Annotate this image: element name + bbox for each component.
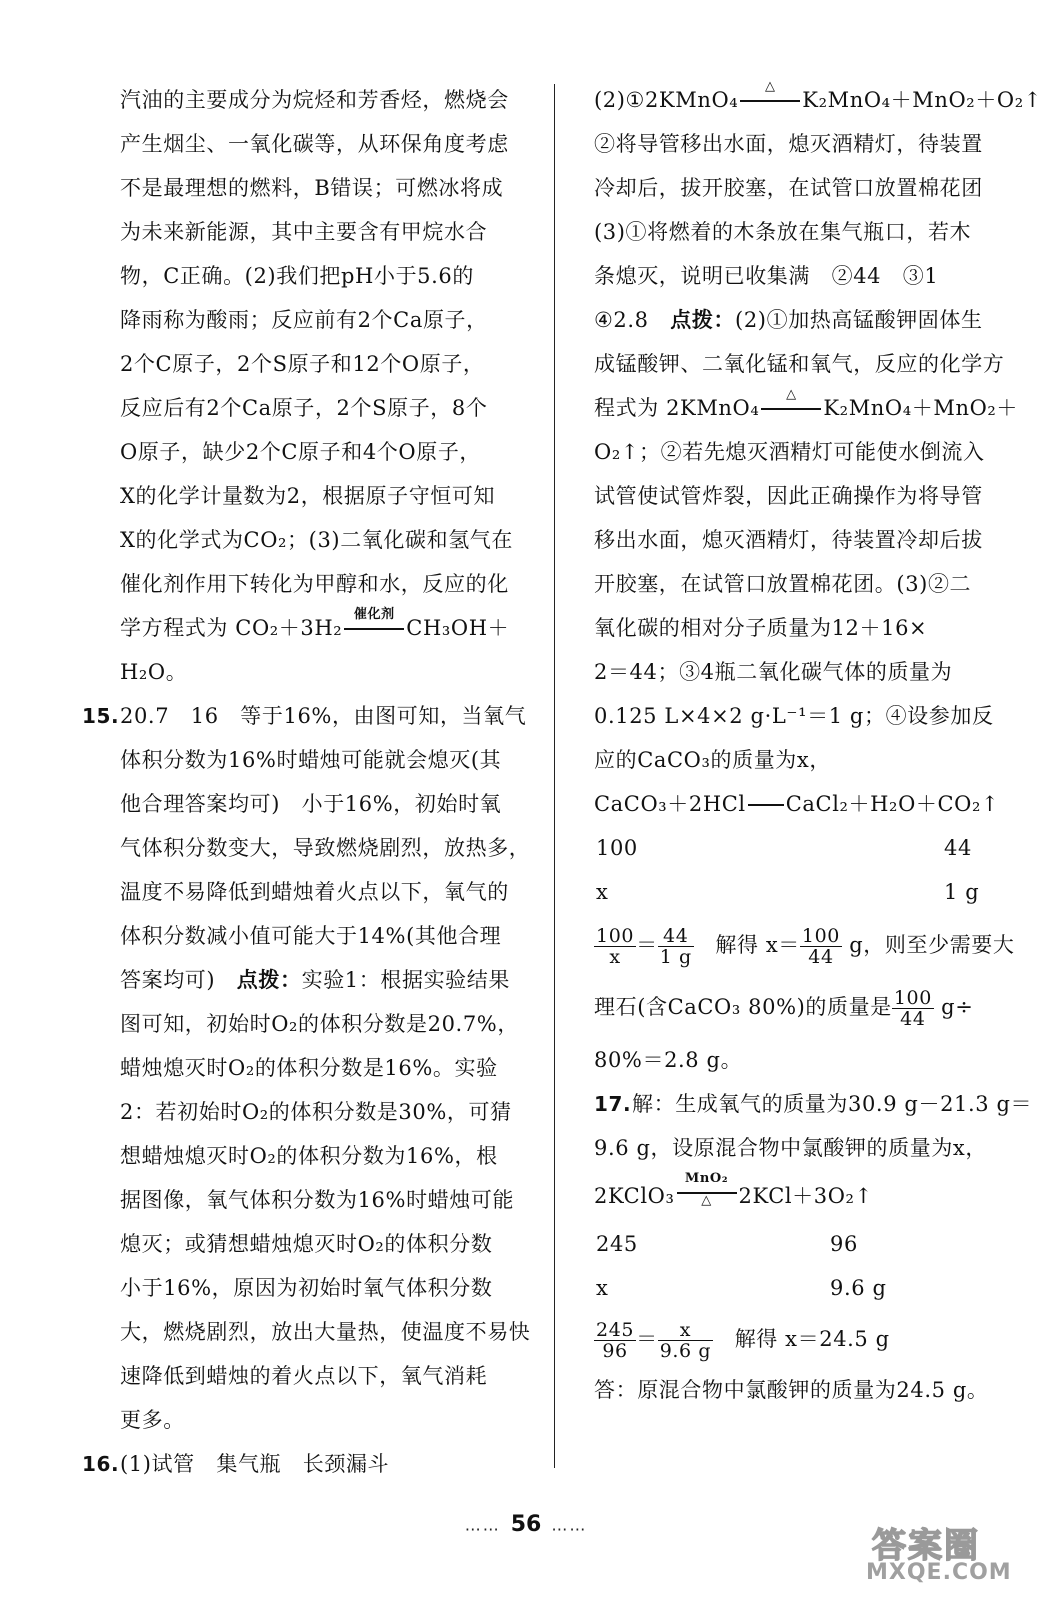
- text-line: 温度不易降低到蜡烛着火点以下，氧气的: [120, 880, 509, 904]
- ratio-row: x 1 g: [596, 880, 980, 904]
- text-line: 80%＝2.8 g。: [594, 1048, 743, 1072]
- text-line: 汽油的主要成分为烷烃和芳香烃，燃烧会: [120, 88, 509, 112]
- reaction-condition: △: [738, 78, 802, 122]
- text-line: 物，C正确。(2)我们把pH小于5.6的: [120, 264, 474, 288]
- hint-line: ④2.8 点拨：(2)①加热高锰酸钾固体生: [594, 307, 983, 332]
- text-line: (3)①将燃着的木条放在集气瓶口，若木: [594, 220, 972, 244]
- text-line: 更多。: [120, 1408, 185, 1432]
- right-column: [594, 78, 1042, 1412]
- text-line: 0.125 L×4×2 g·L⁻¹＝1 g；④设参加反: [594, 704, 994, 728]
- text-line: 为未来新能源，其中主要含有甲烷水合: [120, 220, 488, 244]
- text-line: 熄灭；或猜想蜡烛熄灭时O₂的体积分数: [120, 1232, 493, 1256]
- fraction: $\frac{100}{44}$: [893, 987, 932, 1030]
- watermark-logo: 答案圈 MXQE.COM: [866, 1526, 1012, 1585]
- fraction: $\frac{44}{1 g}$: [659, 925, 692, 968]
- question-15: 15.20.7 16 等于16%，由图可知，当氧气: [82, 694, 542, 738]
- left-column: [82, 78, 542, 1486]
- text-line: 9.6 g，设原混合物中氯酸钾的质量为x，: [594, 1136, 987, 1160]
- reaction-condition: MnO₂ △: [675, 1170, 739, 1214]
- page-footer: …… 56 ……: [464, 1512, 588, 1537]
- text-line: 2＝44；③4瓶二氧化碳气体的质量为: [594, 660, 953, 684]
- text-line: 他合理答案均可) 小于16%，初始时氧: [120, 792, 502, 816]
- text-line: 体积分数减小值可能大于14%(其他合理: [120, 924, 502, 948]
- text-line: H₂O。: [120, 660, 188, 684]
- reaction-condition: △: [759, 386, 823, 430]
- text-line: 应的CaCO₃的质量为x，: [594, 748, 831, 772]
- question-number: 16.: [82, 1452, 120, 1476]
- answer-line: 答：原混合物中氯酸钾的质量为24.5 g。: [594, 1378, 989, 1402]
- reaction-condition: 催化剂: [342, 606, 406, 650]
- text-line: 2个C原子，2个S原子和12个O原子，: [120, 352, 485, 376]
- text-line: X的化学计量数为2，根据原子守恒可知: [120, 484, 496, 508]
- proportion-equation: $\frac{245}{96}$ ＝ $\frac{x}{9.6 g}$ 解得 x＝24.5 g: [596, 1319, 890, 1362]
- text-line: 据图像，氧气体积分数为16%时蜡烛可能: [120, 1188, 515, 1212]
- hint-label: 点拨：: [236, 967, 302, 992]
- chemical-equation: 2KClO₃ MnO₂ △ 2KCl＋3O₂↑: [594, 1170, 1020, 1222]
- hint-label: 点拨：: [670, 307, 736, 332]
- text-line: 蜡烛熄灭时O₂的体积分数是16%。实验: [120, 1056, 498, 1080]
- fraction: $\frac{100}{x}$: [596, 925, 635, 968]
- chemical-equation: 程式为 2KMnO₄ △ K₂MnO₄＋MnO₂＋: [594, 386, 1020, 430]
- text-line: 2：若初始时O₂的体积分数是30%，可猜: [120, 1100, 512, 1124]
- text-line: 移出水面，熄灭酒精灯，待装置冷却后拔: [594, 528, 983, 552]
- text-line: 冷却后，拔开胶塞，在试管口放置棉花团: [594, 176, 983, 200]
- ratio-row: 245 96: [596, 1232, 858, 1256]
- text-line: 产生烟尘、一氧化碳等，从环保角度考虑: [120, 132, 509, 156]
- text-line: 氧化碳的相对分子质量为12＋16×: [594, 616, 928, 640]
- fraction: $\frac{100}{44}$: [801, 925, 840, 968]
- question-17: 17.解：生成氧气的质量为30.9 g－21.3 g＝: [594, 1082, 1020, 1126]
- question-number: 17.: [594, 1092, 632, 1116]
- fraction: $\frac{245}{96}$: [596, 1319, 635, 1362]
- text-line: 小于16%，原因为初始时氧气体积分数: [120, 1276, 493, 1300]
- hint-line: 答案均可) 点拨：实验1：根据实验结果: [120, 967, 510, 992]
- chemical-equation: (2)①2KMnO₄ △ K₂MnO₄＋MnO₂＋O₂↑: [594, 78, 1020, 122]
- text-line: 气体积分数变大，导致燃烧剧烈，放热多，: [120, 836, 531, 860]
- text-line: ②将导管移出水面，熄灭酒精灯，待装置: [594, 132, 983, 156]
- fraction: $\frac{x}{9.6 g}$: [659, 1319, 712, 1362]
- text-line: 不是最理想的燃料，B错误；可燃冰将成: [120, 176, 504, 200]
- ratio-row: x 9.6 g: [596, 1276, 887, 1300]
- text-line: 试管使试管炸裂，因此正确操作为将导管: [594, 484, 983, 508]
- proportion-equation: $\frac{100}{x}$ ＝ $\frac{44}{1 g}$ 解得 x＝ $\frac{100}{44}$ g，则至少需要大: [596, 925, 1015, 968]
- text-line: 大，燃烧剧烈，放出大量热，使温度不易快: [120, 1320, 531, 1344]
- text-line: 降雨称为酸雨；反应前有2个Ca原子，: [120, 308, 488, 332]
- text-line: 想蜡烛熄灭时O₂的体积分数为16%，根: [120, 1144, 498, 1168]
- chemical-equation: 学方程式为 CO₂＋3H₂ 催化剂 CH₃OH＋: [82, 606, 542, 650]
- text-line: X的化学式为CO₂；(3)二氧化碳和氢气在: [120, 528, 513, 552]
- chemical-equation: CaCO₃＋2HCl CaCl₂＋H₂O＋CO₂↑: [594, 782, 1020, 826]
- text-line: 理石(含CaCO₃ 80%)的质量是 $\frac{100}{44}$ g÷: [594, 987, 974, 1030]
- ratio-row: 100 44: [596, 836, 972, 860]
- equals-bar: [746, 782, 786, 826]
- text-line: 图可知，初始时O₂的体积分数是20.7%，: [120, 1012, 519, 1036]
- text-line: 成锰酸钾、二氧化锰和氧气，反应的化学方: [594, 352, 1005, 376]
- column-divider: [554, 84, 555, 1468]
- page-number: 56: [510, 1512, 542, 1537]
- text-line: 条熄灭，说明已收集满 ②44 ③1: [594, 264, 939, 288]
- text-line: 催化剂作用下转化为甲醇和水，反应的化: [120, 572, 509, 596]
- text-line: O₂↑；②若先熄灭酒精灯可能使水倒流入: [594, 440, 985, 464]
- text-line: O原子，缺少2个C原子和4个O原子，: [120, 440, 482, 464]
- text-line: 反应后有2个Ca原子，2个S原子，8个: [120, 396, 488, 420]
- text-line: 体积分数为16%时蜡烛可能就会熄灭(其: [120, 748, 502, 772]
- text-line: 速降低到蜡烛的着火点以下，氧气消耗: [120, 1364, 488, 1388]
- text-line: 开胶塞，在试管口放置棉花团。(3)②二: [594, 572, 972, 596]
- question-number: 15.: [82, 704, 120, 728]
- question-16: 16.(1)试管 集气瓶 长颈漏斗: [82, 1442, 542, 1486]
